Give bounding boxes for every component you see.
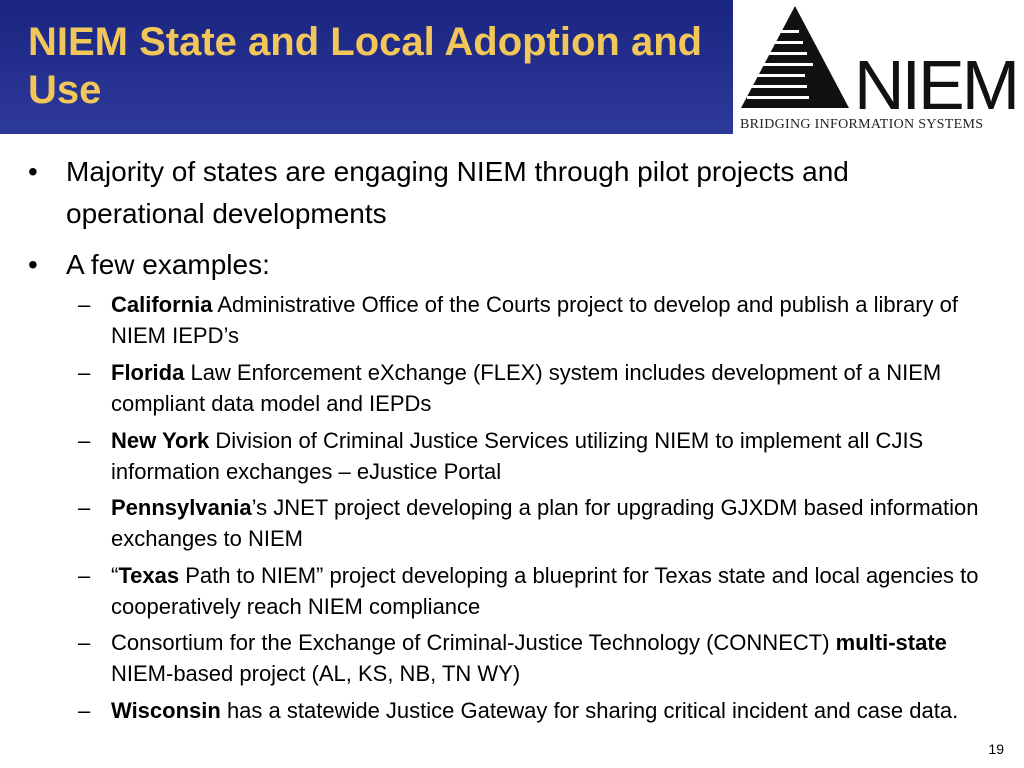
example-description: NIEM-based project (AL, KS, NB, TN WY) [111,661,521,686]
example-item [111,425,991,487]
bullet-marker: • [28,156,38,187]
example-description: has a statewide Justice Gateway for sharing critical incident and case data. [220,698,959,723]
example-item [111,289,991,351]
dash-marker: – [78,428,91,453]
bullet-item: A few examples: [66,249,270,280]
example-prefix: “ [111,563,119,588]
example-state: New York [111,428,210,453]
example-item [111,695,991,726]
title-bar [0,0,733,134]
example-item [111,357,991,419]
example-description: ’s JNET project developing a plan for upgrading GJXDM based information exchanges to NIEM [111,495,979,551]
example-description: Law Enforcement eXchange (FLEX) system includes development of a NIEM compliant data model and IEPDs [111,360,942,416]
slide-title: NIEM State and Local Adoption and Use [28,20,703,112]
bullet-item: Majority of states are engaging NIEM through pilot projects and operational developments [66,156,849,229]
example-description: Administrative Office of the Courts project to develop and publish a library of NIEM IEPD’s [111,292,959,348]
example-state: Florida [111,360,185,385]
logo-wordmark: NIEM [854,46,1017,124]
example-description: Path to NIEM” project developing a blueprint for Texas state and local agencies to cooperatively reach NIEM compliance [111,563,979,619]
example-state: Pennsylvania [111,495,252,520]
example-description: Division of Criminal Justice Services utilizing NIEM to implement all CJIS information exchanges – eJustice Portal [111,428,924,484]
example-item [111,492,991,554]
dash-marker: – [78,630,91,655]
example-prefix: Consortium for the Exchange of Criminal-Justice Technology (CONNECT) [111,630,836,655]
page-number: 19 [988,741,1004,757]
example-item [111,560,991,622]
example-state: Texas [118,563,180,588]
dash-marker: – [78,563,91,588]
dash-marker: – [78,495,91,520]
example-state: multi-state [835,630,947,655]
dash-marker: – [78,292,91,317]
logo-tagline: BRIDGING INFORMATION SYSTEMS [740,117,984,132]
dash-marker: – [78,360,91,385]
dash-marker: – [78,698,91,723]
bullet-marker: • [28,249,38,280]
example-item [111,627,991,689]
example-state: California [111,292,213,317]
example-state: Wisconsin [111,698,221,723]
